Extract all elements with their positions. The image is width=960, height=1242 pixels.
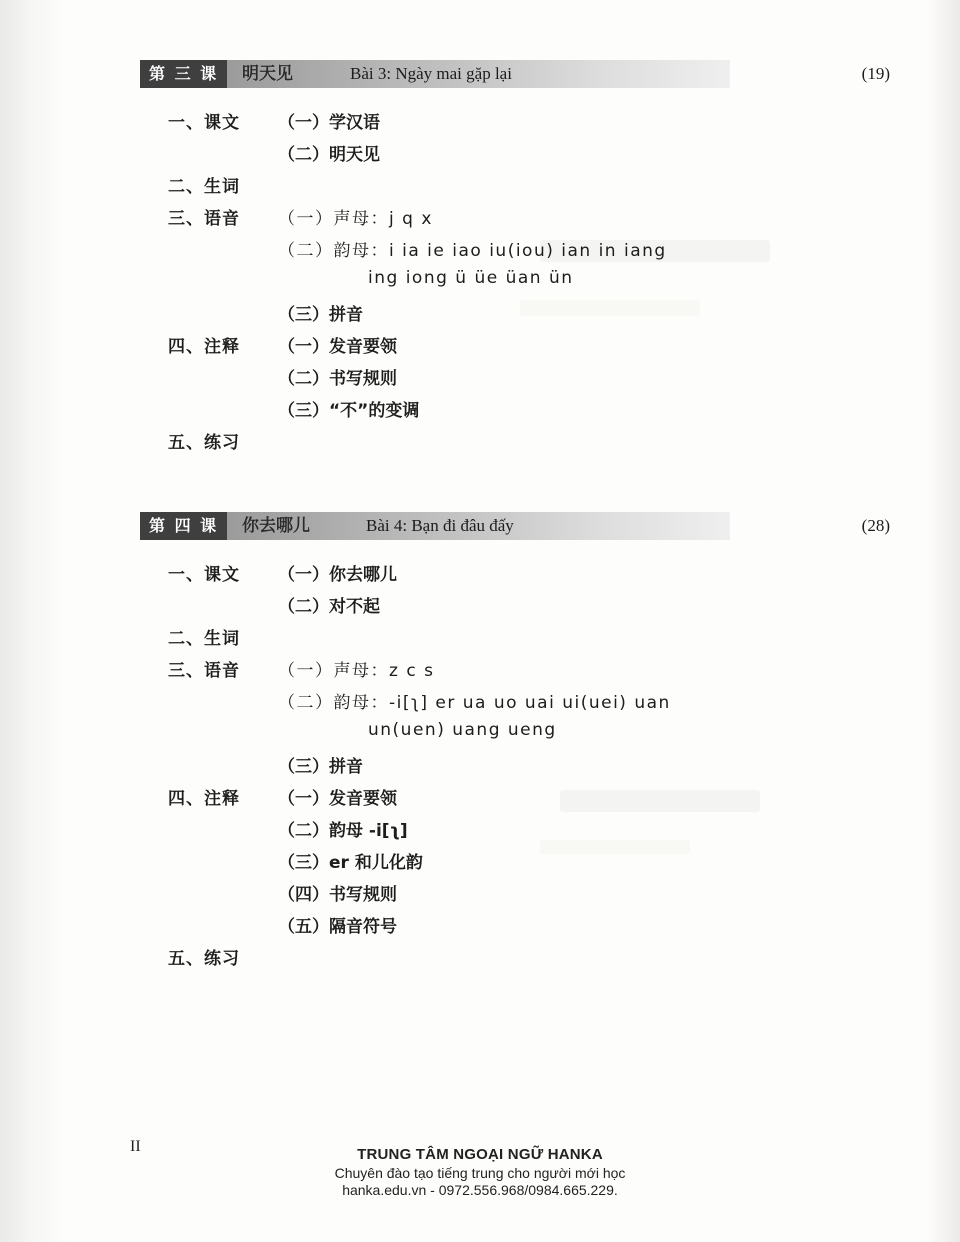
lesson-entry-4 <box>100 512 890 976</box>
toc-row-label: 五、练习 <box>168 949 240 969</box>
lesson-number-badge: 第 四 课 <box>140 512 227 540</box>
toc-row <box>168 204 890 236</box>
toc-row-text: （一）声母：z c s <box>278 661 435 681</box>
toc-content <box>100 60 890 976</box>
page-footer <box>0 1146 960 1198</box>
footer-contact: hanka.edu.vn - 0972.556.968/0984.665.229. <box>342 1182 618 1198</box>
toc-row-text: （二）韵母：i ia ie iao iu(iou) ian in iang <box>278 241 667 261</box>
toc-row <box>168 560 890 592</box>
toc-row <box>168 720 890 752</box>
toc-row-text: （二）书写规则 <box>278 369 397 389</box>
toc-row-label: 一、课文 <box>168 565 240 585</box>
toc-row <box>168 848 890 880</box>
toc-row-text: （二）韵母 -i[ʅ] <box>278 821 408 841</box>
toc-row <box>168 784 890 816</box>
toc-row-text: （一）发音要领 <box>278 337 397 357</box>
toc-row-text: un(uen) uang ueng <box>368 720 557 740</box>
toc-row <box>168 624 890 656</box>
toc-row-label: 二、生词 <box>168 629 240 649</box>
toc-row <box>168 592 890 624</box>
toc-row <box>168 428 890 460</box>
toc-row <box>168 172 890 204</box>
toc-row <box>168 816 890 848</box>
toc-row-label: 一、课文 <box>168 113 240 133</box>
lesson-header-4 <box>100 512 890 542</box>
toc-row-text: （二）对不起 <box>278 597 380 617</box>
footer-tagline: Chuyên đào tạo tiếng trung cho người mới học <box>334 1165 626 1181</box>
lesson-title-chinese: 明天见 <box>242 64 293 84</box>
toc-row-text: （二）明天见 <box>278 145 380 165</box>
toc-row-text: （一）你去哪儿 <box>278 565 397 585</box>
lesson-title-vietnamese: Bài 4: Bạn đi đâu đấy <box>366 516 514 535</box>
toc-row-label: 五、练习 <box>168 433 240 453</box>
toc-row <box>168 688 890 720</box>
toc-row-text: （一）声母：j q x <box>278 209 433 229</box>
toc-row-text: （三）er 和儿化韵 <box>278 853 423 873</box>
toc-row <box>168 108 890 140</box>
lesson-title-vietnamese: Bài 3: Ngày mai gặp lại <box>350 64 512 83</box>
toc-row-text: （四）书写规则 <box>278 885 397 905</box>
toc-row <box>168 752 890 784</box>
toc-row-label: 四、注释 <box>168 789 240 809</box>
toc-row <box>168 656 890 688</box>
page-folio: II <box>130 1138 141 1155</box>
lesson-title-chinese: 你去哪儿 <box>242 516 310 536</box>
toc-row-text: （二）韵母：-i[ʅ] er ua uo uai ui(uei) uan <box>278 693 671 713</box>
toc-row <box>168 236 890 268</box>
lesson-page-number: (28) <box>861 516 890 535</box>
toc-row <box>168 268 890 300</box>
toc-row <box>168 912 890 944</box>
toc-row <box>168 396 890 428</box>
toc-row <box>168 880 890 912</box>
lesson-number-badge: 第 三 课 <box>140 60 227 88</box>
lesson-page-number: (19) <box>861 64 890 83</box>
lesson-rows-4 <box>100 560 890 976</box>
toc-row <box>168 140 890 172</box>
toc-row <box>168 944 890 976</box>
toc-row-text: （三）拼音 <box>278 305 363 325</box>
lesson-entry-3 <box>100 60 890 460</box>
toc-row <box>168 364 890 396</box>
toc-row-label: 二、生词 <box>168 177 240 197</box>
footer-center-name: TRUNG TÂM NGOẠI NGỮ HANKA <box>357 1146 603 1163</box>
section-spacer <box>100 460 890 512</box>
toc-row-label: 三、语音 <box>168 209 240 229</box>
toc-row-label: 四、注释 <box>168 337 240 357</box>
toc-row-text: （一）发音要领 <box>278 789 397 809</box>
toc-row-text: （三）“不”的变调 <box>278 401 420 421</box>
toc-row-text: （五）隔音符号 <box>278 917 397 937</box>
toc-row-label: 三、语音 <box>168 661 240 681</box>
toc-row <box>168 332 890 364</box>
toc-row <box>168 300 890 332</box>
lesson-header-3 <box>100 60 890 90</box>
toc-row-text: （一）学汉语 <box>278 113 380 133</box>
lesson-rows-3 <box>100 108 890 460</box>
toc-row-text: ing iong ü üe üan ün <box>368 268 574 288</box>
toc-row-text: （三）拼音 <box>278 757 363 777</box>
